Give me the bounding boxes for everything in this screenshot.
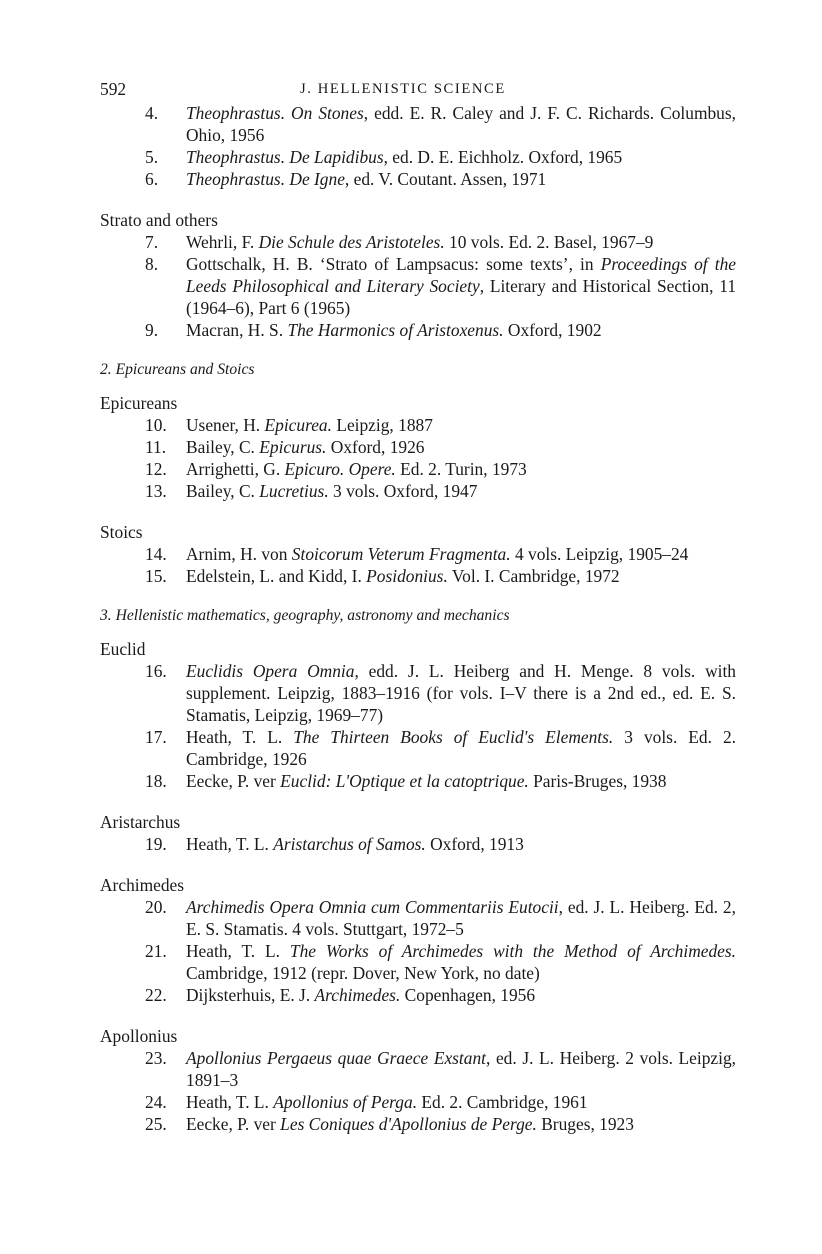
group-label: Archimedes	[100, 875, 185, 895]
entry-text: Eecke, P. ver	[186, 771, 281, 791]
entry-text: , ed. V. Coutant. Assen, 1971	[344, 169, 547, 189]
entry-text: Oxford, 1926	[326, 437, 425, 457]
entry-text: Vol. I. Cambridge, 1972	[447, 566, 620, 586]
entry-text: Cambridge, 1912 (repr. Dover, New York, no date)	[186, 963, 540, 983]
group-label: Epicureans	[100, 393, 178, 413]
entry-title: Euclid: L'Optique et la catoptrique.	[280, 771, 529, 791]
bibliography-entry	[100, 940, 736, 984]
entry-text: , edd. J. L. Heiberg and H. Menge. 8 vols. with supplement. Leipzig, 1883–1916 (for vols. I–V there is a 2nd ed., ed. E. S. Stamatis, Leipzig, 1969–77)	[186, 661, 737, 725]
entry-title: Proceedings of the Leeds Philosophical and Literary Society	[186, 254, 736, 296]
bibliography	[100, 102, 736, 1135]
entry-number: 25.	[145, 1114, 167, 1134]
bibliography-entry	[100, 1113, 736, 1135]
bibliography-entry	[100, 458, 736, 480]
entry-text: Dijksterhuis, E. J.	[186, 985, 315, 1005]
entry-text: Usener, H.	[186, 415, 265, 435]
entry-text: Edelstein, L. and Kidd, I.	[186, 566, 367, 586]
entry-text: Macran, H. S.	[186, 320, 288, 340]
group-label: Stoics	[100, 522, 143, 542]
entry-title: Posidonius.	[366, 566, 448, 586]
entry-title: The Harmonics of Aristoxenus.	[287, 320, 504, 340]
entry-title: Theophrastus. On Stones	[186, 103, 364, 123]
entry-title: Apollonius Pergaeus quae Graece Exstant	[186, 1048, 486, 1068]
page-number: 592	[100, 79, 127, 99]
entry-text: 3 vols. Oxford, 1947	[328, 481, 478, 501]
entry-text: Arnim, H. von	[186, 544, 292, 564]
entry-text: , edd. E. R. Caley and J. F. C. Richards. Columbus, Ohio, 1956	[186, 103, 736, 145]
entry-title: Epicurea.	[264, 415, 332, 435]
entry-number: 11.	[145, 437, 167, 457]
entry-title: Archimedis Opera Omnia cum Commentariis Eutocii	[186, 897, 559, 917]
entry-text: 3 vols. Ed. 2. Cambridge, 1926	[186, 727, 736, 769]
entry-text: Ed. 2. Cambridge, 1961	[417, 1092, 588, 1112]
entry-number: 15.	[145, 566, 167, 586]
entry-text: , Literary and Historical Section, 11 (1964–6), Part 6 (1965)	[186, 276, 737, 318]
entry-text: Leipzig, 1887	[331, 415, 433, 435]
entry-group	[100, 874, 736, 1006]
entry-number: 7.	[145, 232, 159, 252]
entry-text: Heath, T. L.	[186, 1092, 274, 1112]
entry-text: , ed. J. L. Heiberg. 2 vols. Leipzig, 1891–3	[186, 1048, 737, 1090]
entry-text: Heath, T. L.	[186, 834, 274, 854]
bibliography-entry	[100, 770, 736, 792]
running-header	[100, 78, 736, 100]
entry-title: Les Coniques d'Apollonius de Perge.	[280, 1114, 537, 1134]
entry-number: 13.	[145, 481, 167, 501]
group-label: Euclid	[100, 639, 146, 659]
entry-number: 6.	[145, 169, 159, 189]
entry-text: Bailey, C.	[186, 437, 260, 457]
entry-title: The Thirteen Books of Euclid's Elements.	[293, 727, 614, 747]
bibliography-entry	[100, 146, 736, 168]
entry-number: 22.	[145, 985, 167, 1005]
bibliography-entry	[100, 1047, 736, 1091]
entry-number: 17.	[145, 727, 167, 747]
section-heading	[100, 359, 736, 381]
entry-text: Wehrli, F.	[186, 232, 259, 252]
bibliography-entry	[100, 896, 736, 940]
entry-title: Die Schule des Aristoteles.	[258, 232, 445, 252]
entry-group	[100, 1025, 736, 1135]
entry-title: Archimedes.	[314, 985, 401, 1005]
entry-text: , ed. J. L. Heiberg. Ed. 2, E. S. Stamatis. 4 vols. Stuttgart, 1972–5	[186, 897, 736, 939]
entry-group	[100, 392, 736, 502]
entry-text: 10 vols. Ed. 2. Basel, 1967–9	[444, 232, 654, 252]
entry-group	[100, 811, 736, 855]
entry-number: 18.	[145, 771, 167, 791]
entry-title: Epicuro. Opere.	[284, 459, 396, 479]
page	[100, 78, 736, 1135]
entry-title: Epicurus.	[259, 437, 327, 457]
entry-number: 4.	[145, 103, 159, 123]
entry-text: Arrighetti, G.	[186, 459, 285, 479]
entry-title: The Works of Archimedes with the Method of Archimedes.	[289, 941, 736, 961]
entry-group	[100, 102, 736, 190]
entry-text: Gottschalk, H. B. ‘Strato of Lampsacus: some texts’, in	[186, 254, 601, 274]
bibliography-entry	[100, 436, 736, 458]
entry-group	[100, 521, 736, 587]
entry-text: Paris-Bruges, 1938	[528, 771, 667, 791]
group-label: Apollonius	[100, 1026, 178, 1046]
bibliography-entry	[100, 102, 736, 146]
entry-text: , ed. D. E. Eichholz. Oxford, 1965	[383, 147, 623, 167]
bibliography-entry	[100, 1091, 736, 1113]
group-label: Aristarchus	[100, 812, 181, 832]
entry-number: 12.	[145, 459, 167, 479]
bibliography-entry	[100, 253, 736, 319]
entry-title: Lucretius.	[259, 481, 329, 501]
entry-number: 14.	[145, 544, 167, 564]
entry-text: Eecke, P. ver	[186, 1114, 281, 1134]
section-number: 3.	[100, 607, 116, 624]
bibliography-entry	[100, 543, 736, 565]
entry-text: Bailey, C.	[186, 481, 260, 501]
entry-title: Euclidis Opera Omnia	[186, 661, 355, 681]
entry-text: Oxford, 1913	[425, 834, 524, 854]
bibliography-entry	[100, 565, 736, 587]
entry-title: Theophrastus. De Igne	[186, 169, 345, 189]
entry-number: 10.	[145, 415, 167, 435]
section-title: Hellenistic mathematics, geography, astronomy and mechanics	[115, 607, 510, 624]
group-label: Strato and others	[100, 210, 218, 230]
entry-title: Theophrastus. De Lapidibus	[186, 147, 384, 167]
entry-text: Copenhagen, 1956	[400, 985, 536, 1005]
bibliography-entry	[100, 168, 736, 190]
entry-number: 19.	[145, 834, 167, 854]
entry-text: Heath, T. L.	[186, 727, 294, 747]
entry-number: 8.	[145, 254, 159, 274]
entry-text: 4 vols. Leipzig, 1905–24	[510, 544, 689, 564]
section-title: Epicureans and Stoics	[115, 361, 255, 378]
entry-title: Aristarchus of Samos.	[273, 834, 426, 854]
entry-text: Heath, T. L.	[186, 941, 290, 961]
entry-group	[100, 638, 736, 792]
bibliography-entry	[100, 319, 736, 341]
bibliography-entry	[100, 833, 736, 855]
running-title: J. HELLENISTIC SCIENCE	[300, 81, 506, 97]
bibliography-entry	[100, 660, 736, 726]
entry-number: 16.	[145, 661, 167, 681]
entry-text: Bruges, 1923	[536, 1114, 634, 1134]
entry-group	[100, 209, 736, 341]
section-number: 2.	[100, 361, 116, 378]
bibliography-entry	[100, 414, 736, 436]
entry-number: 23.	[145, 1048, 167, 1068]
bibliography-entry	[100, 480, 736, 502]
entry-number: 24.	[145, 1092, 167, 1112]
entry-number: 9.	[145, 320, 159, 340]
entry-number: 21.	[145, 941, 167, 961]
entry-number: 20.	[145, 897, 167, 917]
entry-title: Stoicorum Veterum Fragmenta.	[291, 544, 511, 564]
section-heading	[100, 605, 736, 627]
entry-text: Ed. 2. Turin, 1973	[395, 459, 527, 479]
entry-text: Oxford, 1902	[503, 320, 602, 340]
bibliography-entry	[100, 984, 736, 1006]
entry-title: Apollonius of Perga.	[273, 1092, 418, 1112]
entry-number: 5.	[145, 147, 159, 167]
bibliography-entry	[100, 231, 736, 253]
bibliography-entry	[100, 726, 736, 770]
